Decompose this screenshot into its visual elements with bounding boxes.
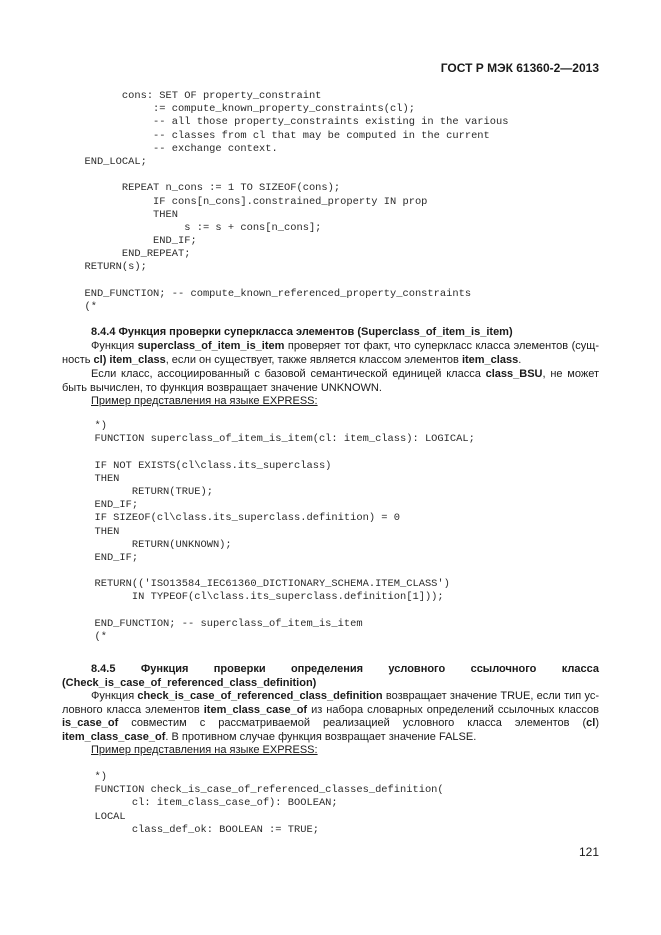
code-line [82,565,475,578]
code-line: -- all those property_constraints existing in the various [72,116,509,129]
code-line [82,446,475,459]
text-run: Функция [91,690,138,702]
section-heading-text: 8.4.4 Функция проверки суперкласса элементов (Superclass_of_item_is_item) [91,326,513,338]
text-run: , не может быть вычислен, то функция возвращает значение UNKNOWN. [62,368,599,394]
code-line: END_REPEAT; [72,248,191,261]
code-line: class_def_ok: BOOLEAN := TRUE; [82,823,319,836]
code-line: (* [72,301,97,313]
text-run: ) [595,717,599,730]
code-line [82,605,475,618]
code-line: *) [82,771,107,783]
text-run: , если он существует, также является классом элементов [165,353,462,366]
code-line: RETURN(('ISO13584_IEC61360_DICTIONARY_SCHEMA.ITEM_CLASS') [82,578,450,591]
code-line: cl: item_class_case_of): BOOLEAN; [82,797,338,810]
code-line [72,275,508,288]
text-run: из набора словарных определений ссылочных классов [307,703,599,716]
code-line: *) [82,420,107,432]
code-line: (* [82,631,107,643]
code-line: FUNCTION check_is_case_of_referenced_classes_definition( [82,784,444,797]
entity-name: item_class_case_of [62,730,166,743]
document-header: ГОСТ Р МЭК 61360-2—2013 [440,61,599,75]
example-label-text: Пример представления на языке EXPRESS: [91,744,318,756]
text-run: возвращает значение TRUE, если тип ус-ловного класса элементов [62,690,600,716]
code-line: END_IF; [82,551,139,564]
code-line: cons: SET OF property_constraint [72,90,322,102]
code-line: THEN [82,525,120,538]
example-label-text: Пример представления на языке EXPRESS: [91,395,318,407]
code-line: -- exchange context. [72,142,278,155]
entity-name: item_class_case_of [203,703,308,716]
entity-name: cl) item_class [93,353,166,366]
code-line: LOCAL [82,810,126,823]
paragraph-case-of-description [62,690,599,744]
code-line: IF NOT EXISTS(cl\class.its_superclass) [82,459,332,472]
code-line: IF SIZEOF(cl\class.its_superclass.definition) = 0 [82,512,401,525]
code-block-compute-known [72,90,508,314]
code-line: END_FUNCTION; -- superclass_of_item_is_item [82,617,363,630]
entity-name: cl [586,717,596,730]
code-line: -- classes from cl that may be computed in the current [72,129,490,142]
code-block-check-case-of [82,771,444,837]
paragraph-unknown-condition [62,368,599,395]
code-line: END_IF; [82,499,139,512]
code-line: REPEAT n_cons := 1 TO SIZEOF(cons); [72,182,341,195]
code-line: RETURN(s); [72,261,147,274]
code-line: END_FUNCTION; -- compute_known_referenced_property_constraints [72,287,472,300]
code-line: RETURN(TRUE); [82,485,213,498]
code-line: END_LOCAL; [72,155,147,168]
code-block-superclass [82,420,475,644]
example-label-1 [62,395,599,409]
code-line: := compute_known_property_constraints(cl); [72,103,415,116]
paragraph-superclass-description [62,340,599,367]
code-line [72,169,508,182]
page-number: 121 [578,845,599,859]
code-line: s := s + cons[n_cons]; [72,221,322,234]
code-line: END_IF; [72,235,197,248]
code-line: THEN [82,472,120,485]
entity-name: is_case_of [62,717,119,730]
text-run: . В противном случае функция возвращает значение FALSE. [165,730,477,743]
text-run: . [518,353,522,366]
function-name: superclass_of_item_is_item [137,340,285,352]
text-run: Если класс, ассоциированный с базовой семантической единицей класса [91,368,486,380]
code-line: THEN [72,208,179,221]
function-name: check_is_case_of_referenced_class_definition [137,690,383,702]
code-line: IN TYPEOF(cl\class.its_superclass.definition[1])); [82,591,444,604]
entity-name: item_class [461,353,519,366]
section-heading-text: 8.4.5 Функция проверки определения условного ссылочного класса (Check_is_case_of_referenced_class_definition) [62,663,599,689]
text-run: совместим с рассматриваемой реализацией условного класса элементов ( [118,717,587,730]
section-heading-8-4-4 [62,326,599,340]
code-line: IF cons[n_cons].constrained_property IN prop [72,195,428,208]
code-line: FUNCTION superclass_of_item_is_item(cl: item_class): LOGICAL; [82,433,475,446]
entity-name: class_BSU [485,368,543,380]
text-run: Функция [91,340,138,352]
example-label-2 [62,744,599,758]
code-line: RETURN(UNKNOWN); [82,538,232,551]
section-heading-8-4-5 [62,663,599,690]
text-run: проверяет тот факт, что суперкласс класса элементов (сущ-ность [62,340,599,366]
